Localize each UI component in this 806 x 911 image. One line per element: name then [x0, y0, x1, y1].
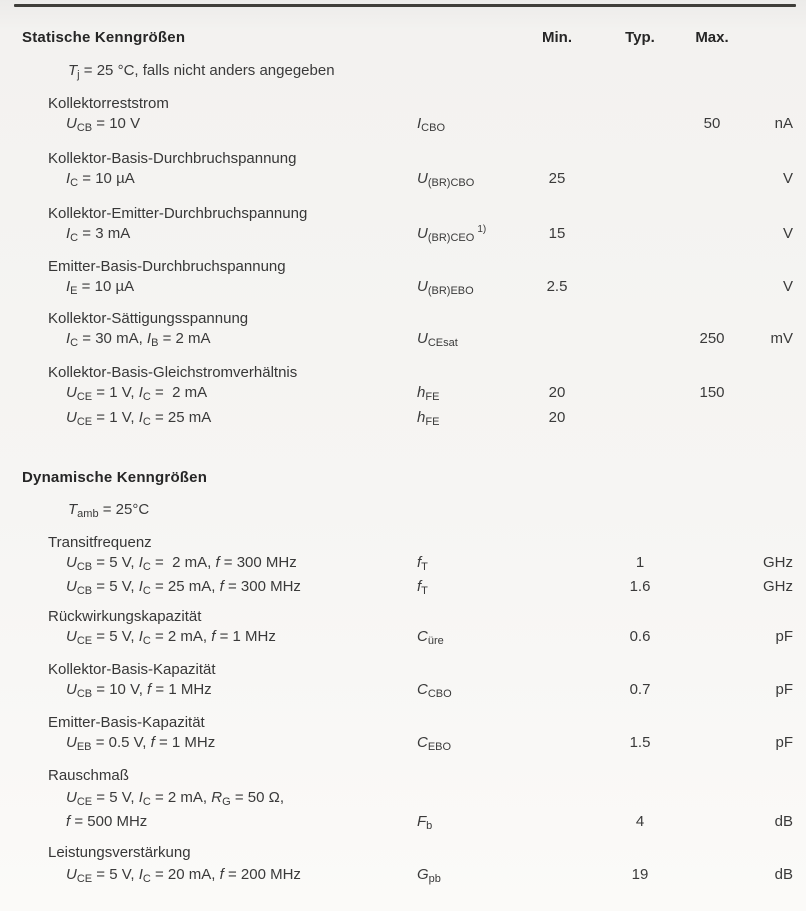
value-unit: V: [782, 225, 793, 242]
param-condition: $I_C = 30$ mA, $I_B = 2$ mA: [66, 330, 211, 349]
value-unit: dB: [774, 813, 793, 830]
param-symbol: $U_{(BR)EBO}$: [417, 278, 474, 297]
param-label: Rauschmaß: [48, 767, 129, 784]
value-typ: 4: [635, 813, 645, 830]
param-symbol: $C_{CBO}$: [417, 681, 452, 700]
param-label-row: [0, 363, 806, 383]
value-unit: pF: [775, 628, 793, 645]
value-typ: 0.6: [629, 628, 651, 645]
value-max: 250: [699, 330, 725, 347]
param-condition: $U_{CB} = 10$ V: [66, 115, 141, 134]
param-symbol: $U_{(BR)CEO}$ $^{1)}$: [417, 224, 487, 244]
param-symbol: $f_T$: [417, 554, 428, 573]
param-symbol: $C_{EBO}$: [417, 734, 452, 753]
param-value-row: [0, 114, 806, 134]
value-unit: V: [782, 170, 793, 187]
param-condition: $U_{CE} = 5$ V, $I_C = 2$ mA, f = 1 MHz: [66, 628, 276, 647]
value-unit: V: [782, 278, 793, 295]
value-min: 15: [548, 225, 566, 242]
value-unit: pF: [775, 681, 793, 698]
param-label: Kollektor-Emitter-Durchbruchspannung: [48, 205, 308, 222]
param-value-row: [0, 680, 806, 700]
param-symbol: $U_{(BR)CBO}$: [417, 170, 475, 189]
param-value-row: [0, 577, 806, 597]
param-value-row: [0, 383, 806, 403]
param-condition: $I_E = 10$ µA: [66, 278, 135, 297]
param-symbol: $F_b$: [417, 813, 433, 832]
param-value-row: [0, 812, 806, 832]
section-note-row: [0, 61, 806, 81]
param-value-row: [0, 865, 806, 885]
section-title-static: Statische Kenngrößen: [22, 29, 186, 46]
column-header-min: Min.: [542, 29, 572, 46]
column-header-max: Max.: [695, 29, 729, 46]
value-unit: dB: [774, 866, 793, 883]
section-header-row: [0, 468, 806, 488]
param-label-row: [0, 607, 806, 627]
value-max: 50: [703, 115, 721, 132]
param-label: Kollektor-Basis-Durchbruchspannung: [48, 150, 297, 167]
section-note-static: $T_j = 25$ °C, falls nicht anders angegeben: [68, 62, 335, 81]
param-value-row: [0, 627, 806, 647]
param-value-row: [0, 169, 806, 189]
top-rule: [14, 4, 796, 7]
param-condition: $I_C = 3$ mA: [66, 225, 131, 244]
param-condition: $U_{EB} = 0.5$ V, f = 1 MHz: [66, 734, 216, 753]
table-header-row: [0, 28, 806, 48]
value-typ: 1.6: [629, 578, 651, 595]
param-condition: $U_{CB} = 5$ V, $I_C = 25$ mA, f = 300 MHz: [66, 578, 301, 597]
param-label-row: [0, 257, 806, 277]
param-condition: $U_{CE} = 5$ V, $I_C = 20$ mA, f = 200 MHz: [66, 866, 301, 885]
param-label-row: [0, 660, 806, 680]
param-symbol: $I_{CBO}$: [417, 115, 446, 134]
param-condition: $U_{CB} = 10$ V, f = 1 MHz: [66, 681, 212, 700]
param-value-row: [0, 408, 806, 428]
param-symbol: $h_{FE}$: [417, 384, 440, 403]
value-unit: nA: [774, 115, 793, 132]
param-label: Kollektor-Basis-Kapazität: [48, 661, 216, 678]
value-min: 25: [548, 170, 566, 187]
value-min: 2.5: [546, 278, 568, 295]
value-typ: 1.5: [629, 734, 651, 751]
value-typ: 0.7: [629, 681, 651, 698]
param-label: Leistungsverstärkung: [48, 844, 191, 861]
value-typ: 1: [635, 554, 645, 571]
param-symbol: $f_T$: [417, 578, 428, 597]
value-unit: pF: [775, 734, 793, 751]
param-label-row: [0, 149, 806, 169]
param-value-row: [0, 224, 806, 244]
param-label-row: [0, 94, 806, 114]
param-value-row: [0, 733, 806, 753]
param-symbol: $G_{pb}$: [417, 866, 441, 885]
param-label: Rückwirkungskapazität: [48, 608, 202, 625]
param-label: Transitfrequenz: [48, 534, 152, 551]
param-symbol: $C_{üre}$: [417, 628, 444, 647]
param-label: Emitter-Basis-Durchbruchspannung: [48, 258, 286, 275]
param-label: Kollektor-Sättigungsspannung: [48, 310, 249, 327]
value-max: 150: [699, 384, 725, 401]
param-label-row: [0, 843, 806, 863]
param-label: Emitter-Basis-Kapazität: [48, 714, 205, 731]
value-min: 20: [548, 384, 566, 401]
column-header-typ: Typ.: [625, 29, 655, 46]
param-symbol: $U_{CEsat}$: [417, 330, 458, 349]
section-title-dynamic: Dynamische Kenngrößen: [22, 469, 208, 486]
section-note-row: [0, 500, 806, 520]
param-label-row: [0, 766, 806, 786]
param-condition-row: [0, 788, 806, 808]
param-label: Kollektorreststrom: [48, 95, 169, 112]
param-condition: $U_{CE} = 1$ V, $I_C = 25$ mA: [66, 409, 212, 428]
value-typ: 19: [631, 866, 649, 883]
param-value-row: [0, 277, 806, 297]
param-label-row: [0, 309, 806, 329]
value-unit: GHz: [763, 554, 793, 571]
param-condition: $U_{CE} = 1$ V, $I_C = 2$ mA: [66, 384, 208, 403]
param-label: Kollektor-Basis-Gleichstromverhältnis: [48, 364, 298, 381]
param-value-row: [0, 329, 806, 349]
param-condition: $I_C = 10$ µA: [66, 170, 135, 189]
param-value-row: [0, 553, 806, 573]
param-symbol: $h_{FE}$: [417, 409, 440, 428]
param-label-row: [0, 713, 806, 733]
section-note-dynamic: $T_{amb} = 25^\circ C$: [68, 501, 150, 520]
param-condition: $U_{CB} = 5$ V, $I_C = 2$ mA, f = 300 MHz: [66, 554, 297, 573]
param-label-row: [0, 533, 806, 553]
value-unit: GHz: [763, 578, 793, 595]
value-min: 20: [548, 409, 566, 426]
param-label-row: [0, 204, 806, 224]
value-unit: mV: [770, 330, 793, 347]
param-condition: $U_{CE} = 5$ V, $I_C = 2$ mA, $R_G = 50$ Ω,: [66, 789, 285, 808]
param-condition: f = 500 MHz: [66, 813, 148, 830]
